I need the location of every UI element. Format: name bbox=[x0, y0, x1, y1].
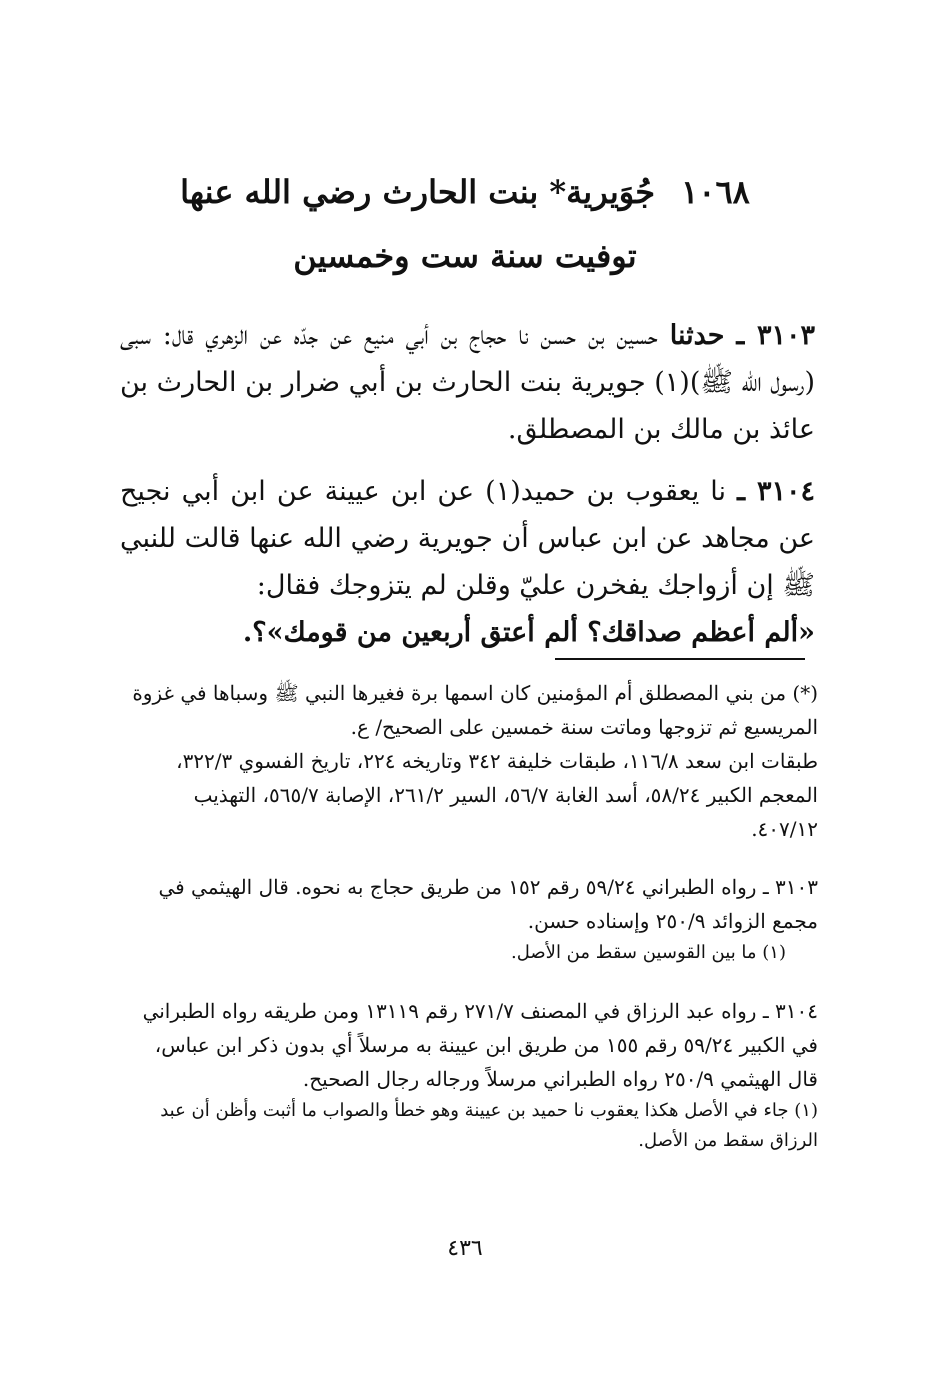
biography-text: (*) من بني المصطلق أم المؤمنين كان اسمها برة فغيرها النبي ﷺ وسباها في غزوة المريسيع ثم تزوجها وماتت سنة خمسين على الصحيح/ ع. bbox=[132, 681, 818, 739]
takhrij-text: ٣١٠٣ ـ رواه الطبراني ٥٩/٢٤ رقم ١٥٢ من طريق حجاج به نحوه. قال الهيثمي في مجمع الزوائد ٢٥٠/٩ وإسناده حسن. bbox=[158, 875, 818, 933]
hadith-number: ٣١٠٤ ـ bbox=[737, 476, 815, 507]
takhrij-3104 bbox=[128, 994, 818, 1156]
hadith-3103 bbox=[120, 312, 815, 453]
page-number: ٤٣٦ bbox=[447, 1236, 483, 1261]
hadith-quote: «ألم أعظم صداقك؟ ألم أعتق أربعين من قومك»؟. bbox=[242, 617, 815, 648]
footnote: (١) جاء في الأصل هكذا يعقوب نا حميد بن عيينة وهو خطأ والصواب ما أثبت وأظن أن عبد الرزاق سقط من الأصل. bbox=[160, 1100, 818, 1151]
hadith-lead: حدثنا bbox=[669, 320, 725, 351]
hadith-3104 bbox=[120, 468, 815, 656]
hadith-number: ٣١٠٣ ـ bbox=[736, 320, 815, 351]
footnote: (١) ما بين القوسين سقط من الأصل. bbox=[511, 942, 786, 963]
takhrij-3103 bbox=[128, 870, 818, 968]
chapter-title bbox=[160, 160, 770, 288]
chapter-number: ١٠٦٨ bbox=[681, 173, 750, 211]
hadith-text: حسين بن حسن نا حجاج بن أبي منيع عن جدّه عن الزهري قال: سبى (رسول الله ﷺ)(١) جويرية بنت الحارث بن أبي ضرار بن الحارث بن عائذ بن مالك بن المصطلق. bbox=[120, 320, 815, 445]
chapter-name: جُوَيرية* بنت الحارث رضي الله عنها bbox=[180, 173, 656, 211]
hadith-text: نا يعقوب بن حميد(١) عن ابن عيينة عن ابن أبي نجيح عن مجاهد عن ابن عباس أن جويرية رضي الله عنها قالت للنبي ﷺ إن أزواجك يفخرن عليّ وقلن لم يتزوجك فقال: bbox=[120, 476, 815, 601]
chapter-subtitle: توفيت سنة ست وخمسين bbox=[293, 237, 637, 275]
biography-note bbox=[128, 676, 818, 846]
biography-references: طبقات ابن سعد ١١٦/٨، طبقات خليفة ٣٤٢ وتاريخه ٢٢٤، تاريخ الفسوي ٣٢٢/٣، المعجم الكبير ٥٨/٢٤، أسد الغابة ٥٦/٧، السير ٢٦١/٢، الإصابة ٥٦٥/٧، التهذيب ٤٠٧/١٢. bbox=[176, 749, 818, 841]
footnote-divider bbox=[555, 658, 805, 660]
takhrij-text: ٣١٠٤ ـ رواه عبد الرزاق في المصنف ٢٧١/٧ رقم ١٣١١٩ ومن طريقه رواه الطبراني في الكبير ٥٩/٢٤ رقم ١٥٥ من طريق ابن عيينة به مرسلاً أي بدون ذكر ابن عباس، قال الهيثمي ٢٥٠/٩ رواه الطبراني مرسلاً ورجاله رجال الصحيح. bbox=[142, 999, 818, 1091]
